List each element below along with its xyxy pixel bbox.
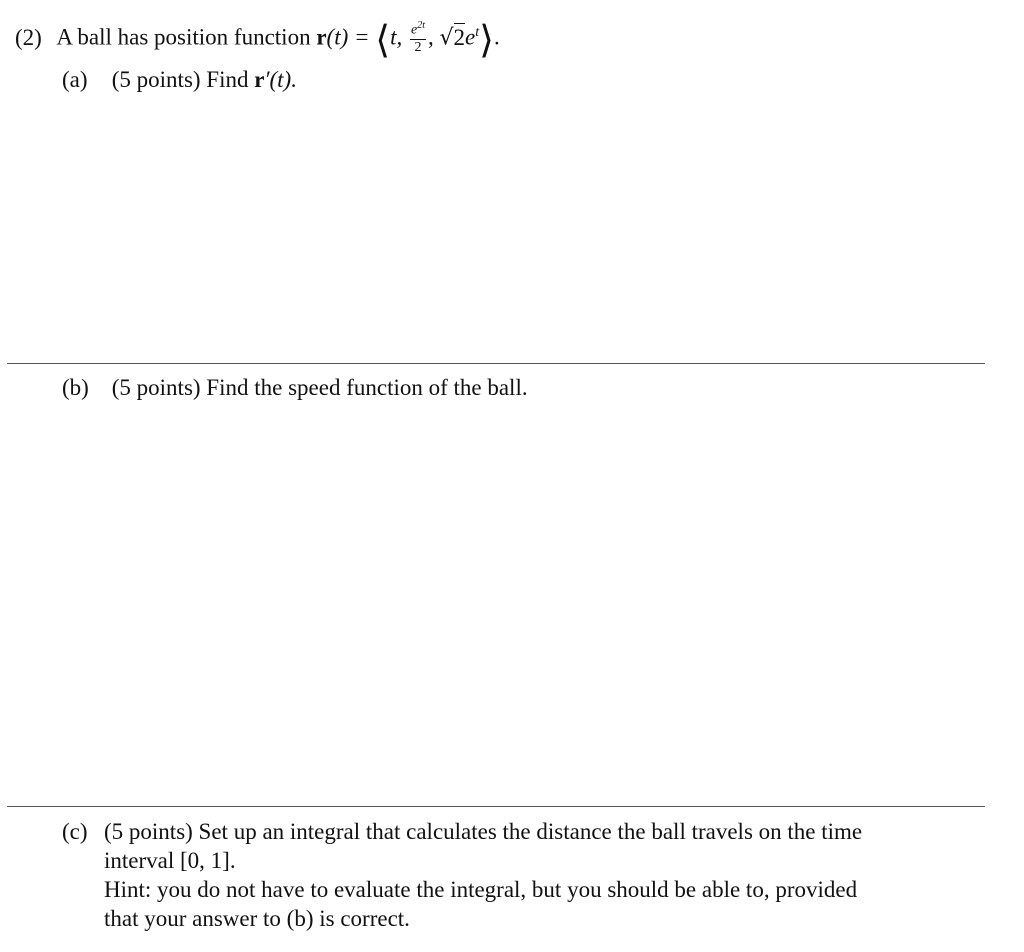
problem-end-punct: . [493, 24, 500, 50]
part-c-line-2: interval [0, 1]. [104, 848, 236, 873]
sqrt-radicand: 2 [453, 24, 466, 50]
part-a-label: (a) [62, 67, 88, 92]
part-c-line-1: (5 points) Set up an integral that calculates the distance the ball travels on the time [104, 819, 863, 844]
component-second-exponent: 2t [417, 20, 425, 31]
problem-statement [15, 17, 500, 62]
component-third-exponent: t [475, 25, 480, 40]
problem-number: (2) [15, 24, 42, 50]
sqrt-symbol: √ [439, 25, 454, 51]
part-c-hint-2: that your answer to (b) is correct. [104, 906, 410, 931]
component-first: t, [390, 24, 403, 50]
right-angle-bracket: ⟩ [479, 17, 494, 62]
part-a-text: (5 points) Find [111, 67, 249, 92]
component-second-base: e [411, 22, 418, 38]
part-c-label: (c) [62, 819, 88, 844]
part-a [62, 66, 297, 95]
divider-b-c [7, 806, 985, 807]
part-a-func: r [254, 67, 265, 92]
part-b-text: (5 points) Find the speed function of the ball. [111, 375, 528, 400]
component-third-base: e [465, 24, 476, 50]
problem-intro: A ball has position function [56, 24, 311, 50]
divider-a-b [7, 363, 985, 364]
component-second-fraction [410, 21, 426, 55]
part-b [62, 374, 528, 403]
position-function-arg: (t) = [326, 24, 370, 50]
position-function-name: r [316, 24, 327, 50]
component-second-denominator: 2 [414, 39, 422, 55]
left-angle-bracket: ⟨ [375, 17, 391, 62]
part-b-label: (b) [62, 375, 89, 400]
component-second-comma: , [428, 24, 434, 50]
part-c-hint-1: Hint: you do not have to evaluate the integral, but you should be able to, provided [104, 877, 858, 902]
part-a-prime-arg: ′(t). [264, 67, 297, 92]
